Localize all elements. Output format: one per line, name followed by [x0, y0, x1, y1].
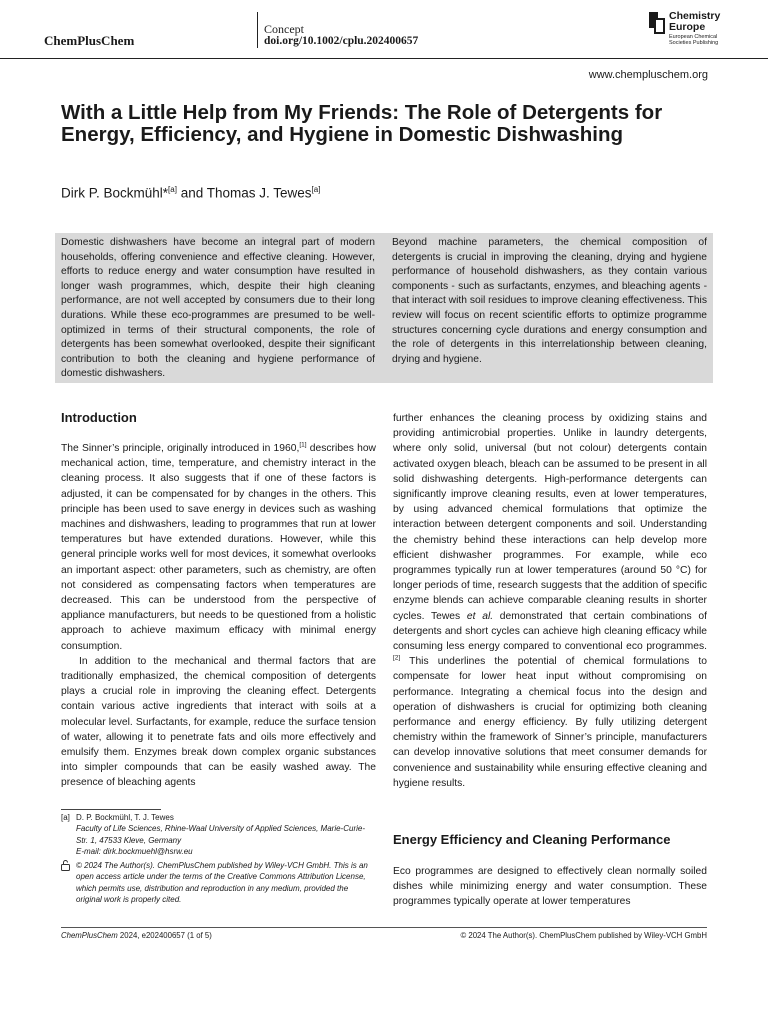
- author-conjunction: and: [176, 185, 207, 201]
- paragraph: In addition to the mechanical and thermal factors that are traditionally emphasized, the chemical composition of detergents plays a crucial role in improving the cleaning effect. Detergents contain various active ingredients that interact with soils at a molecular level. Surfactants, for example, reduce the surface tension of water, allowing it to penetrate fats and oils more effectively and emulsify them. Enzymes break down complex organic substances into simpler compounds that can be easily washed away. The presence of bleaching agents: [61, 655, 376, 789]
- paragraph: [61, 441, 376, 654]
- footnote-affiliation-text: Faculty of Life Sciences, Rhine-Waal University of Applied Sciences, Marie-Curie-Str. 1, 47533 Kleve, Germany: [76, 824, 366, 845]
- footer-page-info: 2024, e202400657 (1 of 5): [117, 931, 212, 940]
- abstract-left-column: Domestic dishwashers have become an integral part of modern households, offering convenience and effective cleaning. However, efforts to reduce energy and water consumption have resulted in longer wash programmes, which, despite their high cleaning performance, are not well accepted by consumers due to their long durations. While these eco-programmes are presumed to be well-optimized in terms of their structural components, the role of detergents has been somewhat overlooked, despite their significant contribution to both the cleaning and hygiene performance of domestic dishwashers.: [61, 237, 375, 380]
- paragraph-text-italic: et al.: [466, 610, 494, 622]
- logo-subtitle: [669, 34, 718, 46]
- chemistry-europe-logo-icon: [649, 12, 665, 34]
- section-heading-energy-efficiency: Energy Efficiency and Cleaning Performance: [393, 832, 671, 847]
- paragraph-text: further enhances the cleaning process by oxidizing stains and providing antimicrobial properties. Unlike in laundry detergents, where only solid, universal (but not colour) detergents contain activated oxygen bleach, bleach can be assumed to be present in all solid dishwashing detergents. High-performance detergents can significantly improve cleaning results, even at lower temperatures, by using advanced chemical formulations that optimize the interaction between detergent components and soil. Understanding the chemistry behind these interactions can help develop more efficient dishwasher programmes. For example, while eco programmes typically run at lower temperatures (around 50 °C) for longer periods of time, research suggests that the addition of specific enzyme blends can achieve comparable cleaning results in shorter cycles. Tewes: [393, 413, 707, 622]
- paragraph: [393, 411, 707, 791]
- footnote-mark: [a]: [61, 813, 70, 822]
- logo-sub-line1: European Chemical: [669, 34, 718, 40]
- author-list: [61, 185, 320, 201]
- paragraph-text: demonstrated that certain combinations of detergents and short cycles can achieve high cleaning efficacy while consuming less energy compared to conventional eco programmes.: [393, 610, 707, 653]
- citation-link[interactable]: [1]: [299, 441, 307, 449]
- footnote: [61, 812, 371, 905]
- open-access-icon: [61, 860, 70, 874]
- footnote-license-text: © 2024 The Author(s). ChemPlusChem published by Wiley-VCH GmbH. This is an open access article under the terms of the Creative Commons Attribution License, which permits use, distribution and reproduction in any medium, provided the original work is properly cited.: [76, 861, 368, 905]
- journal-name: ChemPlusChem: [44, 33, 135, 48]
- footnote-rule: [61, 809, 161, 810]
- logo-sub-line2: Societies Publishing: [669, 40, 719, 46]
- body-column-left: [61, 441, 376, 791]
- affiliation-mark: [a]: [168, 185, 177, 194]
- footnote-license: [61, 860, 371, 905]
- affiliation-mark: [a]: [311, 185, 321, 194]
- citation-link[interactable]: [2]: [393, 654, 401, 662]
- footer-citation: [61, 931, 212, 940]
- article-type: Concept: [264, 22, 304, 36]
- paragraph-text: This underlines the potential of chemical formulations to compensate for lower heat input without compromising on performance. Integrating a chemical focus into the design and operation of dishwashers is crucial for optimizing both cleaning performance and energy efficiency. By fully utilizing detergent chemistry within the framework of Sinner’s principle, manufacturers can develop innovative solutions that meet consumer demands for convenience and sustainability while ensuring effective cleaning and hygiene results.: [393, 656, 707, 789]
- article-title: With a Little Help from My Friends: The Role of Detergents for Energy, Efficiency, and Hygiene in Domestic Dishwashing: [61, 101, 663, 146]
- logo-name-line2: Europe: [669, 21, 706, 33]
- footnote-email[interactable]: E-mail: dirk.bockmuehl@hsrw.eu: [76, 846, 193, 856]
- author-name: Thomas J. Tewes: [206, 185, 312, 201]
- footer-copyright: © 2024 The Author(s). ChemPlusChem published by Wiley-VCH GmbH: [460, 931, 707, 940]
- logo-name-line1: Chemistry: [669, 10, 721, 22]
- author-name: Dirk P. Bockmühl*: [61, 185, 169, 201]
- paragraph-text: describes how mechanical action, time, temperature, and chemistry interact in the cleaning process. It also suggests that if one of these factors is adjusted, it can be compensated for by changes in the others. This principle has been used to save energy in devices such as washing machines and dishwashers, leading to programmes that run at lower temperatures but have extended durations. However, while this general principle works well for most devices, it somewhat overlooks an important aspect: other parameters, such as chemistry, are often not considered as compensating factors when temperatures are decreased. This can be understood from the perspective of appliance manufacturers, but needs to be questioned from a holistic approach to achieve maximum efficacy with minimal energy consumption.: [61, 443, 376, 652]
- footnote-authors: D. P. Bockmühl, T. J. Tewes: [76, 813, 174, 822]
- section-heading-introduction: Introduction: [61, 410, 137, 425]
- header-rule: [0, 58, 768, 59]
- logo-name: [669, 11, 720, 33]
- abstract-right-column: Beyond machine parameters, the chemical composition of detergents is crucial in improving the cleaning, drying and hygiene performance of household dishwashers, as they contain various components - such as surfactants, enzymes, and bleaching agents - that interact with soil residues to improve cleaning effectiveness. This review will focus on recent scientific efforts to optimize programme structures concerning cycle durations and energy consumption and the role of detergents in this interrelationship between cleaning, drying and hygiene.: [392, 237, 707, 365]
- paragraph: Eco programmes are designed to effectively clean normally soiled dishes while minimizing energy and water consumption. These programmes typically operate at lower temperatures: [393, 866, 707, 908]
- footnote-affiliation: [61, 812, 371, 857]
- journal-website-link[interactable]: www.chempluschem.org: [588, 69, 708, 81]
- paragraph-text: The Sinner’s principle, originally introduced in 1960,: [61, 443, 300, 454]
- chemistry-europe-logo: [649, 11, 739, 51]
- footer-rule: [61, 927, 707, 928]
- header-divider: [257, 12, 258, 48]
- doi-link[interactable]: doi.org/10.1002/cplu.202400657: [264, 35, 419, 47]
- body-column-right: [393, 411, 707, 791]
- abstract-box: [55, 233, 713, 383]
- footer-journal: ChemPlusChem: [61, 931, 118, 940]
